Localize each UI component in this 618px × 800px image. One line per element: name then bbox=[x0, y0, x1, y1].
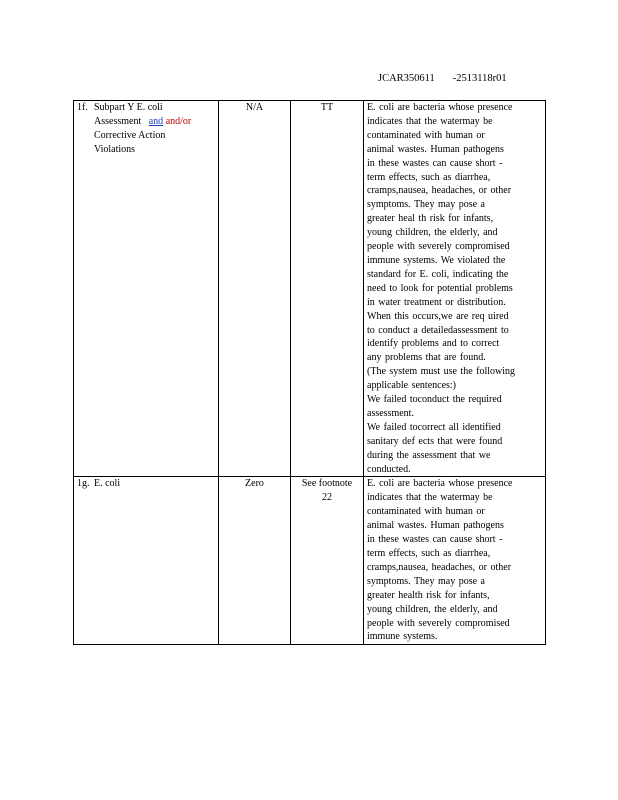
mclg-value-line: See footnote bbox=[301, 478, 353, 490]
health-effects-line: cramps,nausea, headaches, or other bbox=[367, 561, 512, 573]
health-effects-line: We failed tocorrect all identified bbox=[367, 421, 501, 433]
mclg-cell bbox=[291, 101, 364, 477]
health-effects-text bbox=[367, 101, 542, 476]
health-effects-line: applicable sentences:) bbox=[367, 380, 457, 392]
health-effects-line: indicates that the watermay be bbox=[367, 492, 493, 504]
contaminant-cell bbox=[74, 101, 219, 477]
health-effects-line: cramps,nausea, headaches, or other bbox=[367, 185, 512, 197]
contaminant-cell bbox=[74, 477, 219, 645]
health-effects-line: assessment. bbox=[367, 407, 414, 419]
health-effects-line: conducted. bbox=[367, 463, 411, 475]
health-effects-line: greater heal th risk for infants, bbox=[367, 213, 494, 225]
health-effects-text bbox=[367, 477, 542, 644]
table-row bbox=[74, 101, 546, 477]
inserted-text: and bbox=[148, 115, 164, 127]
document-revision: -2513118r01 bbox=[452, 73, 507, 84]
health-effects-line: term effects, such as diarrhea, bbox=[367, 548, 491, 559]
health-effects-line: sanitary def ects that were found bbox=[367, 435, 503, 447]
health-effects-line: When this occurs,we are req uired bbox=[367, 310, 509, 322]
row-number: 1g. bbox=[77, 478, 90, 490]
contaminant-name-line: E. coli bbox=[94, 478, 121, 490]
mclg-value-line: 22 bbox=[322, 492, 332, 504]
mcl-value: Zero bbox=[245, 478, 264, 490]
health-effects-line: (The system must use the following bbox=[367, 366, 516, 378]
health-effects-line: greater health risk for infants, bbox=[367, 589, 490, 601]
mclg-cell bbox=[291, 477, 364, 645]
health-effects-line: animal wastes. Human pathogens bbox=[367, 143, 504, 155]
health-effects-line: animal wastes. Human pathogens bbox=[367, 520, 504, 532]
health-effects-line: need to look for potential problems bbox=[367, 282, 513, 294]
health-effects-cell bbox=[364, 101, 546, 477]
health-effects-line: immune systems. We violated the bbox=[367, 254, 506, 266]
health-effects-line: to conduct a detailedassessment to bbox=[367, 324, 509, 336]
document-code: JCAR350611 bbox=[378, 73, 435, 84]
health-effects-line: in water treatment or distribution. bbox=[367, 296, 506, 308]
contaminant-name-line: Violations bbox=[94, 143, 136, 155]
health-effects-line: in these wastes can cause short - bbox=[367, 534, 503, 546]
health-effects-line: young children, the elderly, and bbox=[367, 603, 498, 615]
mcl-cell bbox=[219, 477, 291, 645]
health-effects-line: young children, the elderly, and bbox=[367, 227, 498, 239]
contaminant-name-line: Subpart Y E. coli bbox=[94, 102, 163, 113]
health-effects-cell bbox=[364, 477, 546, 645]
health-effects-line: E. coli are bacteria whose presence bbox=[367, 102, 513, 113]
health-effects-line: people with severely compromised bbox=[367, 241, 510, 253]
contaminant-name-line: Assessment bbox=[94, 115, 142, 127]
health-effects-line: We failed toconduct the required bbox=[367, 394, 502, 406]
mclg-value: TT bbox=[320, 102, 334, 113]
health-effects-line: in these wastes can cause short - bbox=[367, 157, 503, 169]
mcl-value: N/A bbox=[245, 102, 264, 113]
health-effects-line: indicates that the watermay be bbox=[367, 115, 493, 127]
health-effects-line: symptoms. They may pose a bbox=[367, 575, 485, 587]
table-row bbox=[74, 477, 546, 645]
health-effects-line: identify problems and to correct bbox=[367, 338, 500, 350]
inserted-text-red: and/or bbox=[165, 115, 192, 127]
health-effects-line: immune systems. bbox=[367, 631, 438, 643]
health-effects-line: E. coli are bacteria whose presence bbox=[367, 478, 513, 490]
health-effects-line: contaminated with human or bbox=[367, 506, 485, 518]
health-effects-line: symptoms. They may pose a bbox=[367, 199, 485, 211]
mcl-cell bbox=[219, 101, 291, 477]
health-effects-line: standard for E. coli, indicating the bbox=[367, 268, 509, 280]
health-effects-line: any problems that are found. bbox=[367, 352, 486, 364]
health-effects-line: people with severely compromised bbox=[367, 617, 510, 629]
contaminant-table bbox=[73, 100, 546, 645]
contaminant-name-line: Corrective Action bbox=[94, 129, 166, 141]
health-effects-line: during the assessment that we bbox=[367, 449, 491, 461]
row-number: 1f. bbox=[77, 102, 88, 113]
document-id bbox=[378, 73, 507, 84]
health-effects-line: contaminated with human or bbox=[367, 129, 485, 141]
health-effects-line: term effects, such as diarrhea, bbox=[367, 171, 491, 183]
